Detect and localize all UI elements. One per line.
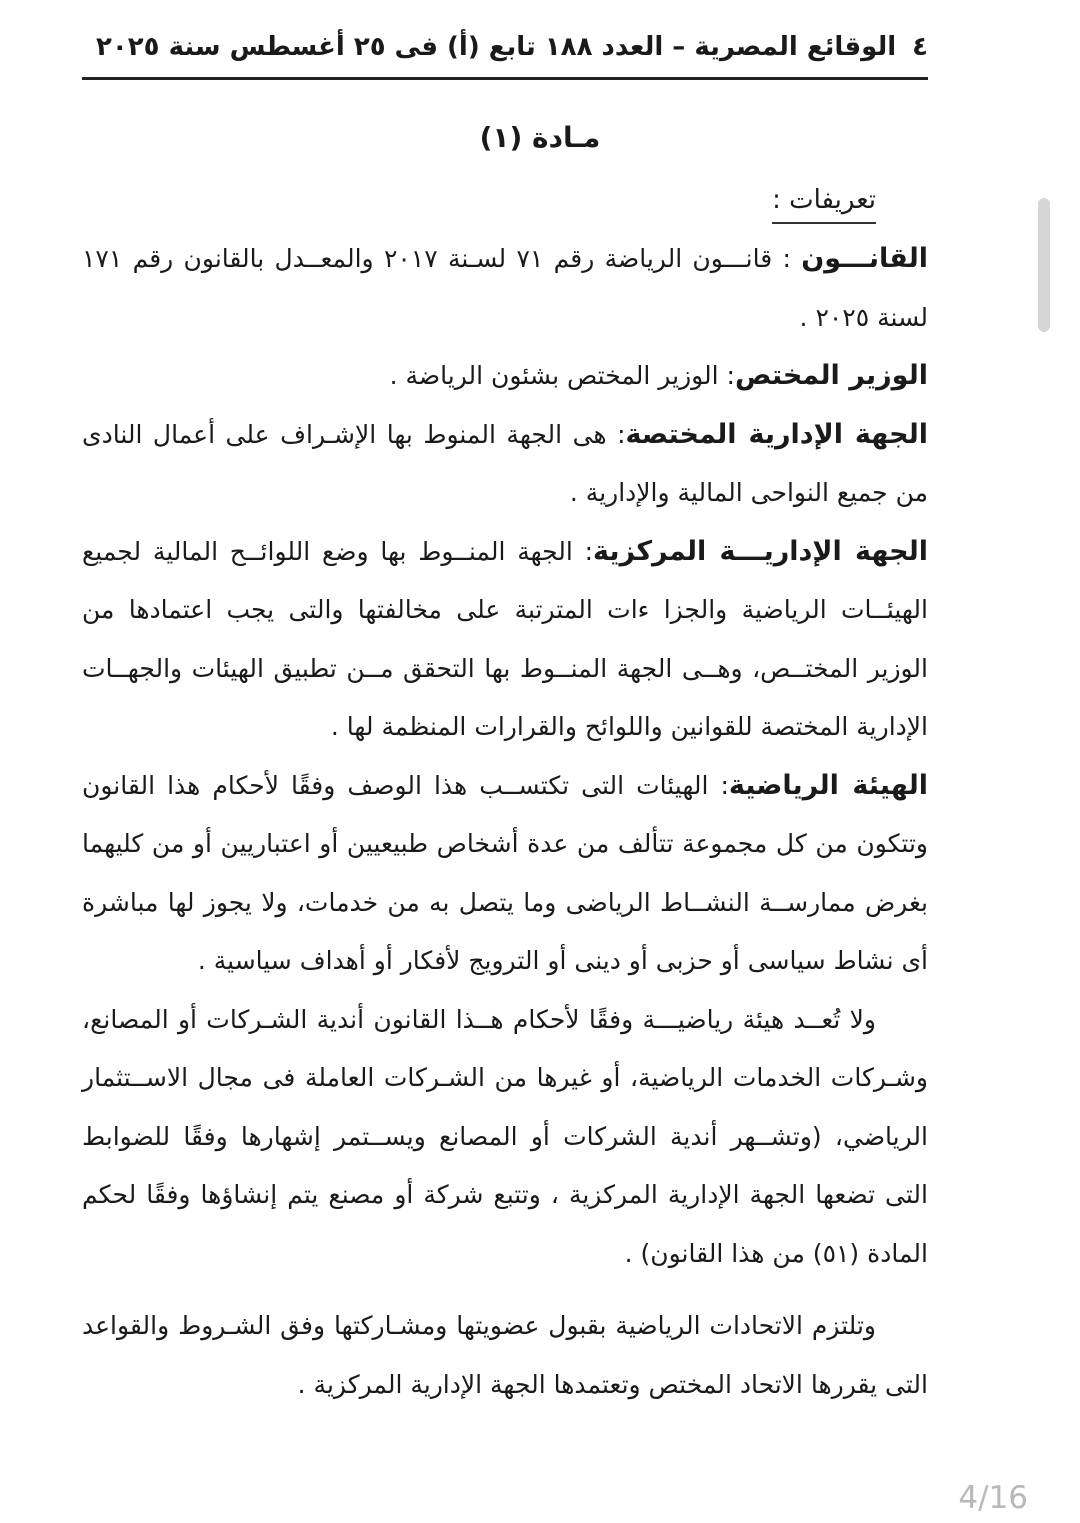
definition-text: : الوزير المختص بشئون الرياضة . — [389, 361, 735, 390]
definition-competent-authority — [82, 406, 928, 523]
gazette-header — [82, 28, 928, 78]
body-paragraph: ولا تُعــد هيئة رياضيـــة وفقًا لأحكام هــذا القانون أندية الشـركات أو المصانع، وشـركات الخدمات الرياضية، أو غيرها من الشـركات العاملة فى مجال الاســتثمار الرياضي، (وتشــهر أندية الشركات أو المصانع ويســتمر إشهارها وفقًا للضوابط التى تضعها الجهة الإدارية المركزية ، وتتبع شركة أو مصنع يتم إنشاؤها وفقًا لحكم المادة (٥١) من هذا القانون) . — [82, 1004, 928, 1268]
scrollbar-thumb[interactable] — [1038, 198, 1050, 332]
article-subtitle: تعريفات : — [772, 180, 876, 224]
definition-minister — [82, 347, 928, 406]
definition-law — [82, 230, 928, 347]
definition-term: الوزير المختص — [734, 360, 928, 391]
header-page-number: ٤ — [912, 32, 928, 62]
article-body — [82, 230, 928, 1414]
definition-term: الهيئة الرياضية — [728, 769, 928, 801]
article-title: مـادة (١) — [479, 121, 601, 154]
definition-central-authority — [82, 523, 928, 757]
page-indicator: 4/16 — [958, 1480, 1028, 1516]
definition-term: الجهة الإدارية المختصة — [625, 418, 928, 450]
body-paragraph: وتلتزم الاتحادات الرياضية بقبول عضويتها ومشـاركتها وفق الشـروط والقواعد التى يقررها الاتحاد المختص وتعتمدها الجهة الإدارية المركزية . — [82, 1311, 928, 1399]
header-divider — [82, 77, 928, 80]
definition-text: : قانـــون الرياضة رقم ٧١ لسـنة ٢٠١٧ والمعــدل بالقانون رقم ١٧١ لسنة ٢٠٢٥ . — [82, 244, 928, 332]
definition-text: : هى الجهة المنوط بها الإشـراف على أعمال النادى من جميع النواحى المالية والإدارية . — [82, 419, 928, 507]
definition-sports-body — [82, 757, 928, 991]
header-title: الوقائع المصرية – العدد ١٨٨ تابع (أ) فى ٢٥ أغسطس سنة ٢٠٢٥ — [96, 32, 897, 62]
definition-term: الجهة الإداريـــة المركزية — [593, 535, 928, 567]
definition-term: القانـــون — [801, 243, 928, 274]
definition-text: : الجهة المنــوط بها وضع اللوائــح المالية لجميع الهيئــات الرياضية والجزا ءات المترتبة على مخالفتها والتى يجب اعتمادها من الوزير المختــص، وهــى الجهة المنــوط بها التحقق مــن تطبيق الهيئات والجهــات الإدارية المختصة للقوانين واللوائح والقرارات المنظمة لها . — [82, 536, 928, 741]
definition-text: : الهيئات التى تكتســب هذا الوصف وفقًا لأحكام هذا القانون وتتكون من كل مجموعة تتألف من عدة أشخاص طبيعيين أو اعتباريين أو من كليهما بغرض ممارســة النشــاط الرياضى وما يتصل به من خدمات، ولا يجوز لها مباشرة أى نشاط سياسى أو حزبى أو دينى أو الترويج لأفكار أو أهداف سياسية . — [82, 770, 928, 975]
